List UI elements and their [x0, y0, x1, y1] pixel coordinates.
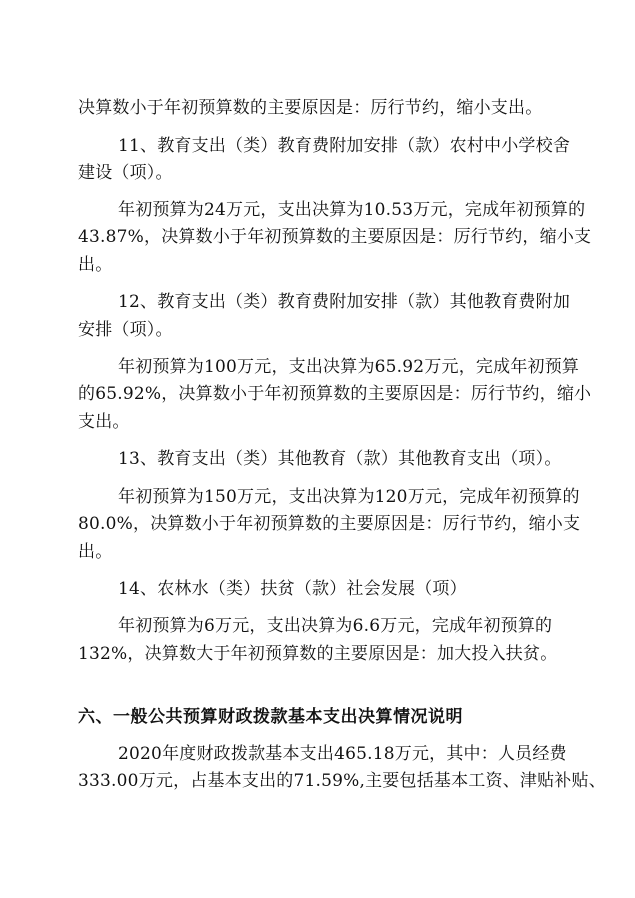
item-13-text: 年初预算为150万元，支出决算为120万元，完成年初预算的: [118, 487, 580, 507]
section-six-title: 六、一般公共预算财政拨款基本支出决算情况说明: [78, 707, 463, 727]
item-13-heading: 13、教育支出（类）其他教育（款）其他教育支出（项）。: [118, 449, 562, 469]
item-13-text-cont: 80.0%，决算数小于年初预算数的主要原因是：厉行节约，缩小支: [78, 514, 581, 534]
paragraph-line: 决算数小于年初预算数的主要原因是：厉行节约，缩小支出。: [78, 98, 543, 118]
item-14-text: 年初预算为6万元，支出决算为6.6万元，完成年初预算的: [118, 616, 553, 636]
item-11-text-end: 出。: [78, 255, 113, 275]
item-14-heading: 14、农林水（类）扶贫（款）社会发展（项）: [118, 579, 467, 599]
item-12-heading-cont: 安排（项）。: [78, 320, 173, 340]
item-11-heading: 11、教育支出（类）教育费附加安排（款）农村中小学校舍: [118, 136, 571, 156]
item-11-text: 年初预算为24万元，支出决算为10.53万元，完成年初预算的: [118, 200, 586, 220]
item-14-text-cont: 132%，决算数大于年初预算数的主要原因是：加大投入扶贫。: [78, 644, 558, 664]
section-six-text: 2020年度财政拨款基本支出465.18万元，其中：人员经费: [118, 744, 567, 764]
section-six-text-cont: 333.00万元，占基本支出的71.59%,主要包括基本工资、津贴补贴、: [78, 771, 606, 791]
item-11-text-cont: 43.87%，决算数小于年初预算数的主要原因是：厉行节约，缩小支: [78, 227, 592, 247]
item-12-text-end: 支出。: [78, 412, 130, 432]
item-13-text-end: 出。: [78, 542, 113, 562]
item-12-text-cont: 的65.92%，决算数小于年初预算数的主要原因是：厉行节约，缩小: [78, 384, 592, 404]
item-11-heading-cont: 建设（项）。: [78, 163, 173, 183]
item-12-text: 年初预算为100万元，支出决算为65.92万元，完成年初预算: [118, 357, 580, 377]
item-12-heading: 12、教育支出（类）教育费附加安排（款）其他教育费附加: [118, 292, 571, 312]
